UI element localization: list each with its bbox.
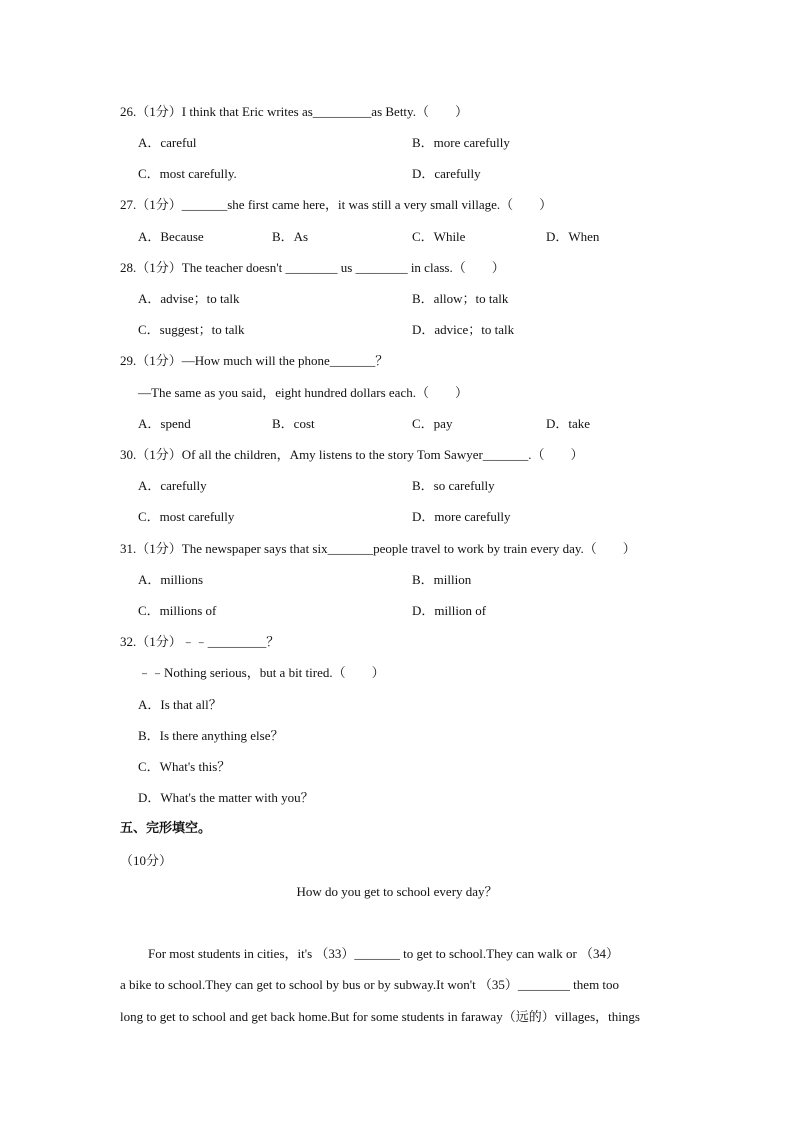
question-26-stem: 26.（1分）I think that Eric writes as_________as Betty.（ ） (120, 104, 468, 119)
q30-option-a[interactable]: A．carefully (138, 478, 207, 493)
q30-option-b[interactable]: B．so carefully (412, 478, 495, 493)
q30-option-d[interactable]: D．more carefully (412, 509, 511, 524)
q26-option-c[interactable]: C．most carefully. (138, 166, 237, 181)
q26-option-d[interactable]: D．carefully (412, 166, 481, 181)
q31-option-c[interactable]: C．millions of (138, 603, 217, 618)
q31-option-d[interactable]: D．million of (412, 603, 487, 618)
q28-option-b[interactable]: B．allow；to talk (412, 291, 509, 306)
question-29-stem-reply: —The same as you said，eight hundred dollars each.（ ） (138, 385, 468, 400)
q31-option-a[interactable]: A．millions (138, 572, 204, 587)
q27-option-d[interactable]: D．When (546, 229, 600, 244)
q32-option-d[interactable]: D．What's the matter with you？ (138, 790, 314, 805)
q30-option-c[interactable]: C．most carefully (138, 509, 235, 524)
q26-option-b[interactable]: B．more carefully (412, 135, 510, 150)
q32-option-b[interactable]: B．Is there anything else？ (138, 728, 284, 743)
question-32-stem-reply: ﹣﹣Nothing serious，but a bit tired.（ ） (138, 665, 385, 680)
q28-option-a[interactable]: A．advise；to talk (138, 291, 240, 306)
q26-option-a[interactable]: A．careful (138, 135, 197, 150)
passage-title: How do you get to school every day？ (296, 884, 498, 899)
question-29-stem: 29.（1分）—How much will the phone_______？ (120, 353, 389, 368)
q28-option-c[interactable]: C．suggest；to talk (138, 322, 245, 337)
question-30-stem: 30.（1分）Of all the children，Amy listens to the story Tom Sawyer_______.（ ） (120, 447, 584, 462)
q28-option-d[interactable]: D．advice；to talk (412, 322, 515, 337)
q29-option-d[interactable]: D．take (546, 416, 591, 431)
q29-option-a[interactable]: A．spend (138, 416, 191, 431)
question-32-stem: 32.（1分）﹣﹣_________？ (120, 634, 280, 649)
q27-option-a[interactable]: A．Because (138, 229, 204, 244)
q27-option-c[interactable]: C．While (412, 229, 466, 244)
section-points: （10分） (120, 853, 173, 868)
q32-option-c[interactable]: C．What's this？ (138, 759, 231, 774)
section-heading: 五、完形填空。 (120, 821, 212, 836)
q27-option-b[interactable]: B．As (272, 229, 309, 244)
q31-option-b[interactable]: B．million (412, 572, 472, 587)
passage-line-3: long to get to school and get back home.But for some students in faraway（远的）villages，things (120, 1009, 640, 1024)
passage-line-1: For most students in cities，it's （33）_______ to get to school.They can walk or （34） (148, 946, 620, 961)
q29-option-c[interactable]: C．pay (412, 416, 453, 431)
q29-option-b[interactable]: B．cost (272, 416, 315, 431)
question-31-stem: 31.（1分）The newspaper says that six_______people travel to work by train every day.（ ） (120, 541, 636, 556)
passage-line-2: a bike to school.They can get to school by bus or by subway.It won't （35）________ them too (120, 977, 620, 992)
q32-option-a[interactable]: A．Is that all？ (138, 697, 222, 712)
question-28-stem: 28.（1分）The teacher doesn't ________ us ________ in class.（ ） (120, 260, 505, 275)
question-27-stem: 27.（1分）_______she first came here，it was still a very small village.（ ） (120, 197, 553, 212)
